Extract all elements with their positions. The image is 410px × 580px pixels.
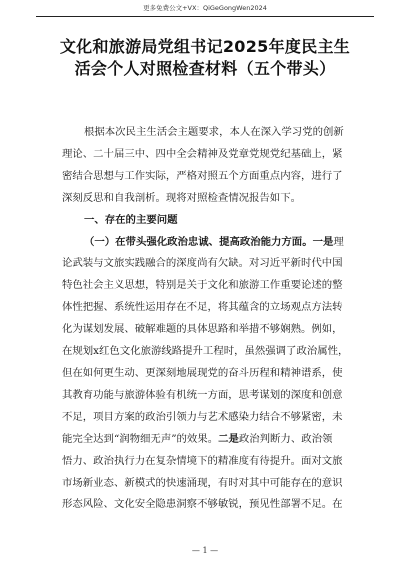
body-line: 论武装与文旅实践融合的深度尚有欠缺。对习近平新时代中国 <box>62 257 343 270</box>
body-line <box>62 429 360 451</box>
body-line: 其教育功能与旅游体验有机统一方面，思考谋划的深度和创意 <box>62 388 343 401</box>
body-line: 体性把握、系统性运用存在不足，将其蕴含的立场观点方法转 <box>62 301 343 314</box>
body-line: 形态风险、文化安全隐患洞察不够敏锐，预见性部署不足。在 <box>62 498 343 511</box>
page-number: — 1 — <box>191 546 219 555</box>
point-label: 一是 <box>312 235 334 248</box>
title-line-2: 活会个人对照检查材料（五个带头） <box>74 59 336 78</box>
body-fragment: 能完全达到“润物细无声”的效果。 <box>62 432 219 445</box>
header-promo-text: 更多免费公文+VX：QiGeGongWen2024 <box>36 2 374 17</box>
subsection-line <box>62 232 360 254</box>
section-heading: 一、存在的主要问题 <box>84 213 178 226</box>
intro-line: 深刻反思和自我剖析。现将对照检查情况报告如下。 <box>62 191 301 204</box>
title-line-1: 文化和旅游局党组书记2025年度民主生 <box>59 37 351 56</box>
body-line: 不足，项目方案的政治引领力与艺术感染力结合不够紧密，未 <box>62 410 343 423</box>
body-line: 悟力、政治执行力在复杂情境下的精准度有待提升。面对文旅 <box>62 454 343 467</box>
intro-line: 根据本次民主生活会主题要求，本人在深入学习党的创新 <box>84 126 344 138</box>
body-line: 但在如何更生动、更深刻地展现党的奋斗历程和精神谱系，使 <box>62 366 343 379</box>
body-line: 特色社会主义思想，特别是关于文化和旅游工作重要论述的整 <box>62 279 343 292</box>
subsection-heading: （一）在带头强化政治忠诚、提高政治能力方面。 <box>84 235 313 248</box>
body-fragment: 理 <box>333 235 344 248</box>
body-line: 在规划x红色文化旅游线路提升工程时，虽然强调了政治属性， <box>62 345 349 358</box>
body-line: 化为谋划发展、破解难题的具体思路和举措不够娴熟。例如， <box>62 323 343 336</box>
document-title <box>36 36 374 80</box>
document-body <box>62 122 360 516</box>
point-label: 二是 <box>218 432 239 445</box>
intro-line: 密结合思想与工作实际，严格对照五个方面重点内容，进行了 <box>62 169 343 182</box>
body-line: 市场新业态、新模式的快速涌现，有时对其中可能存在的意识 <box>62 476 343 489</box>
intro-line: 理论、二十届三中、四中全会精神及党章党规党纪基础上，紧 <box>62 147 343 160</box>
body-fragment: 政治判断力、政治领 <box>238 432 333 445</box>
